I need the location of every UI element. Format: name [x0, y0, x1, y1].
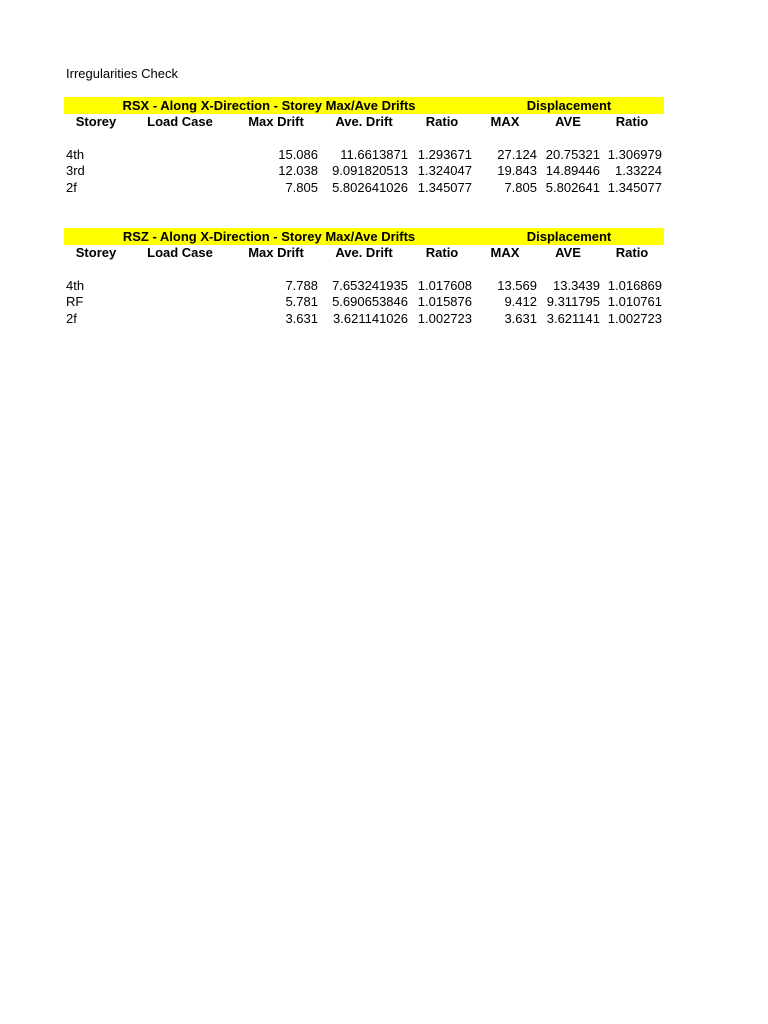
table-row: [64, 278, 664, 295]
cell-storey: 4th: [66, 277, 85, 293]
cell-ratio: 1.015876: [417, 294, 472, 309]
cell-ave: 20.75321: [545, 146, 600, 162]
cell-max: 9.412: [504, 294, 537, 309]
table-row: [64, 163, 664, 180]
cell-max-drift: 5.781: [285, 294, 318, 309]
header-max-drift: Max Drift: [248, 114, 304, 129]
cell-max: 19.843: [497, 163, 537, 178]
header-storey: Storey: [75, 114, 117, 129]
rsz-table: [64, 228, 664, 327]
table-row: [64, 180, 664, 197]
header-max-drift: Max Drift: [248, 245, 304, 260]
cell-storey: 3rd: [66, 163, 85, 178]
header-max: MAX: [490, 114, 520, 129]
header-ave-drift: Ave. Drift: [335, 114, 393, 129]
section-header-band: [64, 228, 664, 245]
cell-ave-drift: 3.621141026: [333, 310, 408, 326]
header-max: MAX: [490, 245, 520, 260]
section-header-band: [64, 97, 664, 114]
cell-ave-drift: 5.802641026: [332, 179, 408, 195]
header-storey: Storey: [75, 245, 117, 260]
header-disp-ratio: Ratio: [615, 245, 649, 260]
cell-ave-drift: 9.091820513: [332, 163, 408, 178]
cell-max: 7.805: [504, 179, 537, 195]
header-ave: AVE: [555, 114, 581, 129]
cell-max: 3.631: [504, 310, 537, 326]
cell-max-drift: 7.788: [285, 277, 318, 293]
drift-section-title: RSX - Along X-Direction - Storey Max/Ave Drifts: [122, 98, 416, 113]
cell-disp-ratio: 1.33224: [615, 163, 662, 178]
header-ratio: Ratio: [425, 114, 459, 129]
cell-ave: 9.311795: [546, 294, 600, 309]
cell-ratio: 1.324047: [417, 163, 472, 178]
table-row: [64, 147, 664, 164]
header-ave-drift: Ave. Drift: [335, 245, 393, 260]
cell-ratio: 1.293671: [417, 146, 472, 162]
cell-max-drift: 15.086: [278, 146, 318, 162]
cell-max-drift: 7.805: [285, 179, 318, 195]
cell-ave-drift: 7.653241935: [332, 277, 408, 293]
cell-ave-drift: 5.690653846: [332, 294, 408, 309]
page-title: Irregularities Check: [66, 66, 178, 81]
cell-storey: 2f: [66, 310, 77, 326]
cell-max: 13.569: [497, 277, 537, 293]
cell-disp-ratio: 1.010761: [607, 294, 662, 309]
cell-ave: 5.802641: [545, 179, 600, 195]
cell-ratio: 1.345077: [417, 179, 472, 195]
cell-storey: RF: [66, 294, 84, 309]
cell-max-drift: 12.038: [278, 163, 318, 178]
header-disp-ratio: Ratio: [615, 114, 649, 129]
displacement-section-title: Displacement: [526, 98, 612, 113]
cell-storey: 2f: [66, 179, 77, 195]
cell-max: 27.124: [497, 146, 537, 162]
header-load-case: Load Case: [147, 114, 213, 129]
cell-ave-drift: 11.6613871: [340, 146, 408, 162]
cell-disp-ratio: 1.345077: [607, 179, 662, 195]
cell-ave: 13.3439: [553, 277, 600, 293]
drift-section-title: RSZ - Along X-Direction - Storey Max/Ave Drifts: [122, 229, 416, 244]
cell-disp-ratio: 1.306979: [607, 146, 662, 162]
cell-ave: 14.89446: [545, 163, 600, 178]
rsx-table: [64, 97, 664, 196]
displacement-section-title: Displacement: [526, 229, 612, 244]
cell-disp-ratio: 1.002723: [607, 310, 662, 326]
cell-ratio: 1.017608: [417, 277, 472, 293]
cell-max-drift: 3.631: [285, 310, 318, 326]
cell-ratio: 1.002723: [417, 310, 472, 326]
table-row: [64, 294, 664, 311]
cell-disp-ratio: 1.016869: [607, 277, 662, 293]
column-header-row: [64, 114, 664, 131]
cell-ave: 3.621141: [546, 310, 600, 326]
column-header-row: [64, 245, 664, 262]
header-load-case: Load Case: [147, 245, 213, 260]
header-ave: AVE: [555, 245, 581, 260]
header-ratio: Ratio: [425, 245, 459, 260]
table-row: [64, 311, 664, 328]
cell-storey: 4th: [66, 146, 85, 162]
